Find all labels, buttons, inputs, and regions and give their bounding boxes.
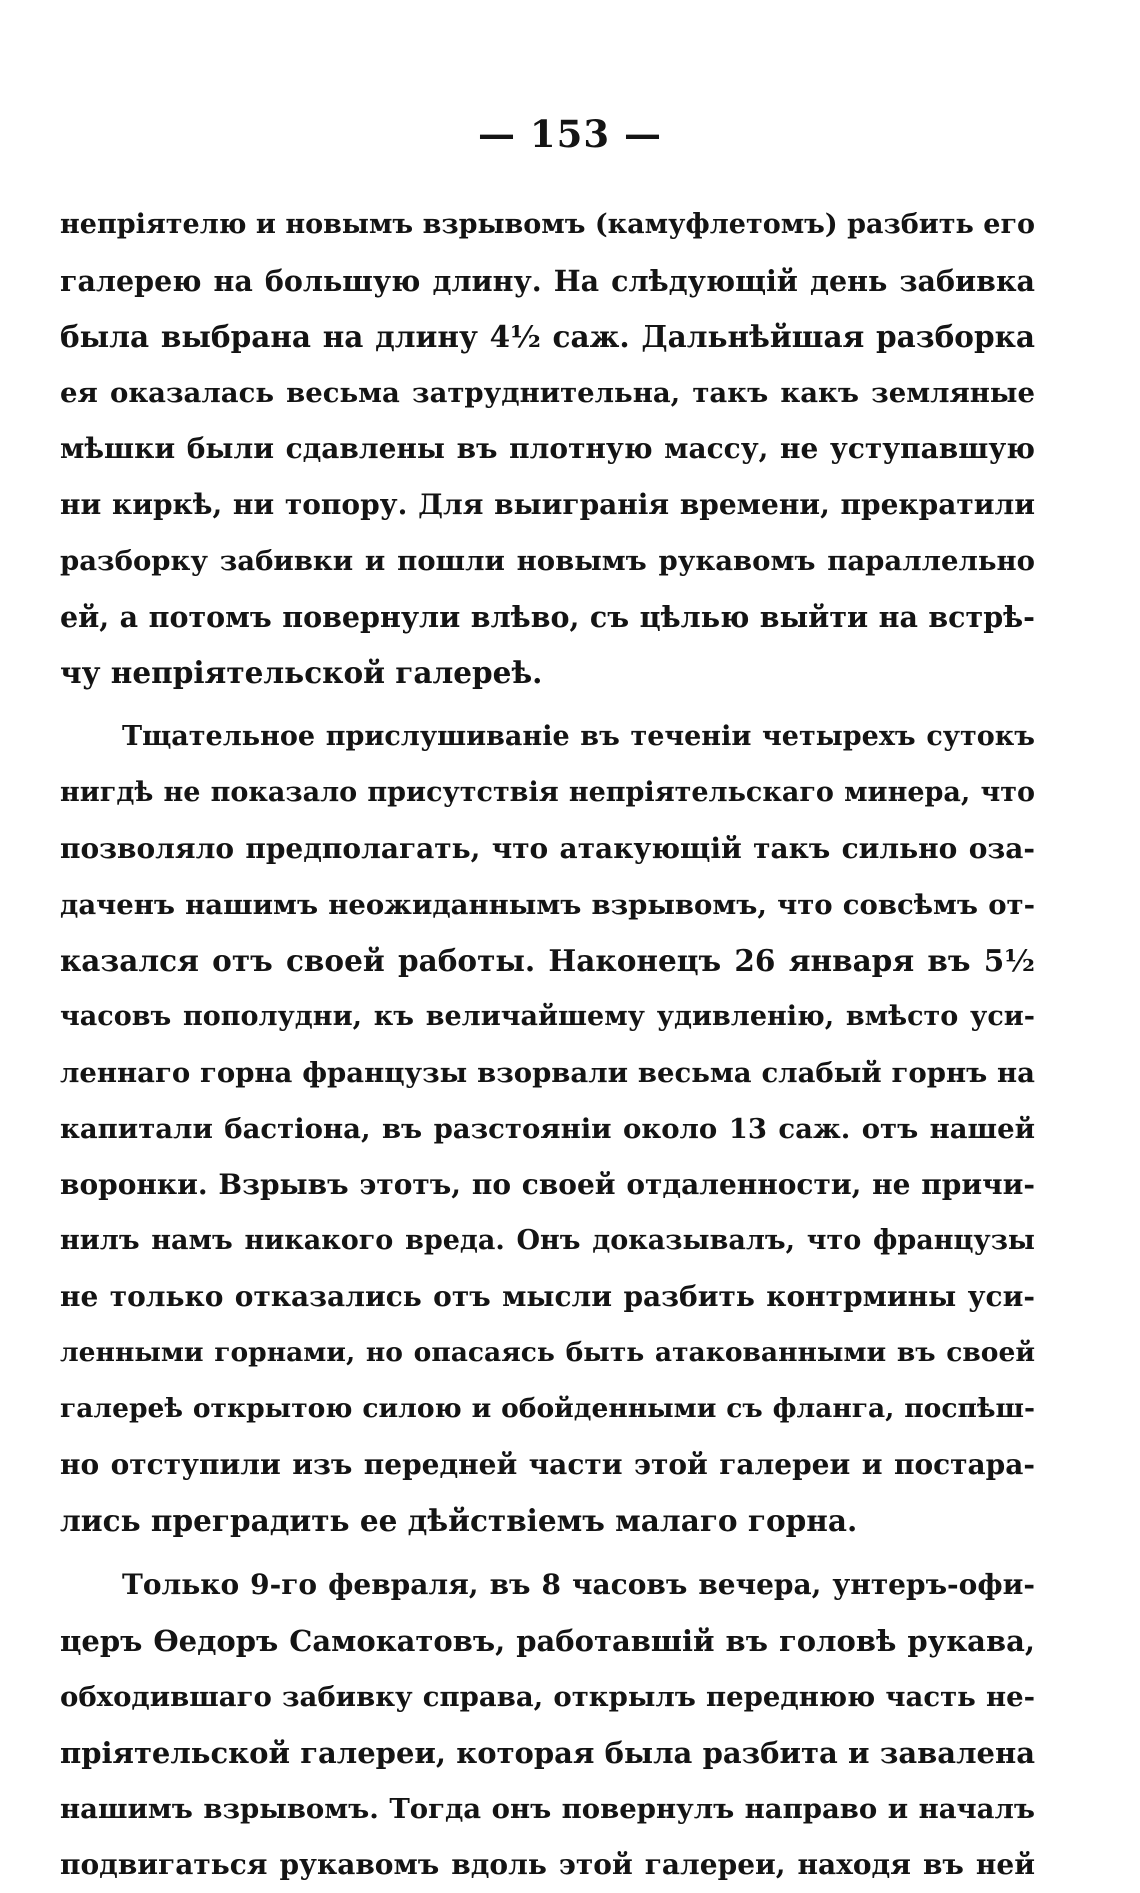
paragraph-1 bbox=[60, 197, 1035, 701]
text-line: обходившаго забивку справа, открылъ переднюю часть не- bbox=[60, 1681, 1035, 1713]
text-line: леннаго горна французы взорвали весьма слабый горнъ на bbox=[60, 1057, 1035, 1089]
text-line: даченъ нашимъ неожиданнымъ взрывомъ, что совсѣмъ от- bbox=[60, 889, 1035, 921]
text-line: была выбрана на длину 4½ саж. Дальнѣйшая разборка bbox=[60, 319, 1035, 354]
text-line: часовъ пополудни, къ величайшему удивленію, вмѣсто уси- bbox=[60, 1001, 1035, 1032]
text-line: галерею на большую длину. На слѣдующій день забивка bbox=[60, 264, 1035, 298]
paragraph-2 bbox=[60, 709, 1035, 1549]
text-line: нашимъ взрывомъ. Тогда онъ повернулъ направо и началъ bbox=[60, 1793, 1035, 1825]
text-line: Только 9-го февраля, въ 8 часовъ вечера, унтеръ-офи- bbox=[122, 1568, 1035, 1601]
text-line: воронки. Взрывъ этотъ, по своей отдаленности, не причи- bbox=[60, 1168, 1035, 1201]
text-line: ея оказалась весьма затруднительна, такъ какъ земляные bbox=[60, 377, 1035, 409]
text-line: пріятельской галереи, которая была разбита и завалена bbox=[60, 1736, 1035, 1770]
text-line: разборку забивки и пошли новымъ рукавомъ параллельно bbox=[60, 545, 1035, 577]
text-line: ленными горнами, но опасаясь быть атакованными въ своей bbox=[60, 1337, 1035, 1368]
text-line: ни киркѣ, ни топору. Для выигранія времени, прекратили bbox=[60, 488, 1035, 521]
text-line: капитали бастіона, въ разстояніи около 13 саж. отъ нашей bbox=[60, 1113, 1035, 1145]
text-line: но отступили изъ передней части этой галереи и постара- bbox=[60, 1448, 1035, 1481]
text-line: мѣшки были сдавлены въ плотную массу, не уступавшую bbox=[60, 432, 1035, 465]
text-line: позволяло предполагать, что атакующій такъ сильно оза- bbox=[60, 832, 1035, 865]
text-line: галереѣ открытою силою и обойденными съ фланга, поспѣш- bbox=[60, 1393, 1035, 1424]
text-line: ей, а потомъ повернули влѣво, съ цѣлью выйти на встрѣ- bbox=[60, 600, 1035, 634]
text-line: церъ Ѳедоръ Самокатовъ, работавшій въ головѣ рукава, bbox=[60, 1624, 1035, 1658]
body-text bbox=[60, 197, 1035, 1893]
text-line: чу непріятельской галереѣ. bbox=[60, 655, 543, 690]
paragraph-gap bbox=[60, 701, 1035, 709]
paragraph-3 bbox=[60, 1557, 1035, 1893]
text-line: подвигаться рукавомъ вдоль этой галереи, находя въ ней bbox=[60, 1848, 1035, 1881]
text-line: непріятелю и новымъ взрывомъ (камуфлетомъ) разбить его bbox=[60, 209, 1035, 240]
page-number: — 153 — bbox=[478, 112, 662, 156]
text-line: лись преградить ее дѣйствіемъ малаго горна. bbox=[60, 1503, 858, 1538]
text-line: не только отказались отъ мысли разбить контрмины уси- bbox=[60, 1280, 1035, 1313]
text-line: Тщательное прислушиваніе въ теченіи четырехъ сутокъ bbox=[122, 721, 1035, 752]
text-line: нилъ намъ никакого вреда. Онъ доказывалъ, что французы bbox=[60, 1225, 1035, 1256]
paragraph-gap bbox=[60, 1549, 1035, 1557]
text-line: нигдѣ не показало присутствія непріятельскаго минера, что bbox=[60, 777, 1035, 808]
text-line: казался отъ своей работы. Наконецъ 26 января въ 5½ bbox=[60, 943, 1035, 978]
